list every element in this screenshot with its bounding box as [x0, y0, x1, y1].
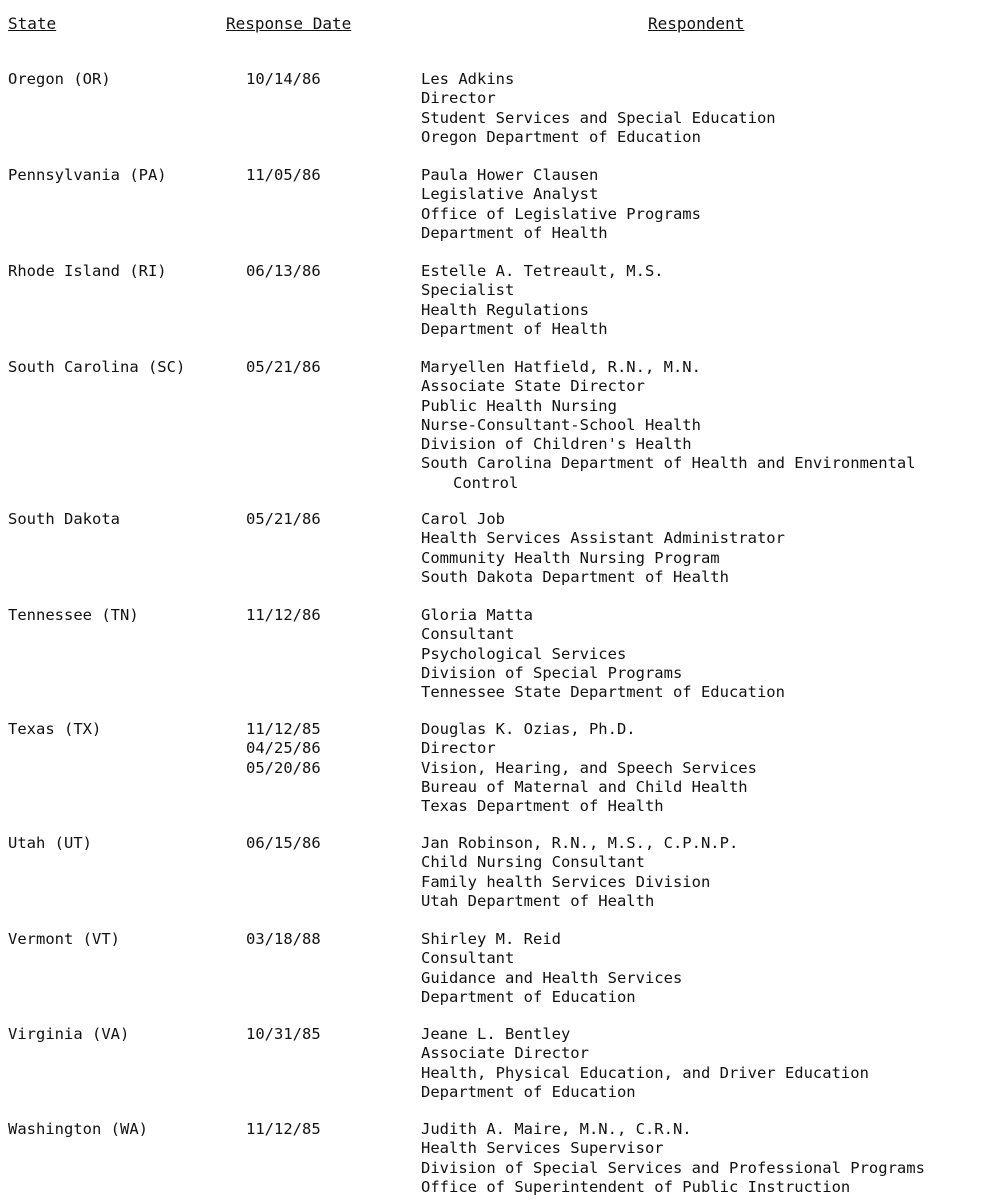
state-column-header: State	[8, 14, 57, 33]
respondent-detail: Department of Education	[421, 1082, 636, 1101]
respondent-detail: Office of Legislative Programs	[421, 204, 701, 223]
response-dates	[246, 1120, 321, 1139]
response-date: 11/12/85	[246, 1120, 321, 1138]
respondent-detail: Department of Health	[421, 319, 608, 338]
respondent-column-header: Respondent	[648, 14, 745, 33]
respondent-name: Shirley M. Reid	[421, 930, 561, 948]
response-dates	[246, 358, 321, 377]
respondent-detail: Family health Services Division	[421, 872, 711, 891]
respondent-detail: Associate State Director	[421, 377, 645, 396]
respondent-detail: Nurse-Consultant-School Health	[421, 415, 701, 434]
respondent-name: Estelle A. Tetreault, M.S.	[421, 262, 664, 280]
respondent-detail: Division of Special Programs	[421, 663, 683, 682]
respondent-name: Jeane L. Bentley	[421, 1025, 571, 1043]
response-date: 06/13/86	[246, 262, 321, 280]
respondent-info	[421, 930, 996, 1007]
response-dates	[246, 930, 321, 949]
response-date: 05/21/86	[246, 510, 321, 528]
table-header	[0, 14, 1000, 38]
response-date: 11/12/86	[246, 606, 321, 624]
state-name: Pennsylvania (PA)	[8, 166, 167, 184]
respondent-detail: Guidance and Health Services	[421, 968, 683, 987]
respondent-info	[421, 358, 996, 493]
respondent-detail: Consultant	[421, 625, 515, 644]
respondent-detail: Health Regulations	[421, 300, 589, 319]
state-name: Rhode Island (RI)	[8, 262, 167, 280]
respondent-detail: Community Health Nursing Program	[421, 548, 720, 567]
respondent-name: Gloria Matta	[421, 606, 533, 624]
respondent-name: Judith A. Maire, M.N., C.R.N.	[421, 1120, 692, 1138]
respondent-detail: Psychological Services	[421, 644, 627, 663]
respondent-info	[421, 166, 996, 243]
state-name: South Carolina (SC)	[8, 358, 186, 376]
response-dates	[246, 262, 321, 281]
response-date: 03/18/88	[246, 930, 321, 948]
response-date: 10/31/85	[246, 1025, 321, 1043]
respondent-info	[421, 1120, 996, 1197]
state-name: Oregon (OR)	[8, 70, 111, 88]
response-date-column-header: Response Date	[226, 14, 352, 33]
respondent-detail: Health Services Assistant Administrator	[421, 529, 785, 548]
respondent-detail: Legislative Analyst	[421, 185, 599, 204]
respondent-info	[421, 834, 996, 911]
response-date: 10/14/86	[246, 70, 321, 88]
respondent-detail: Public Health Nursing	[421, 396, 617, 415]
state-name: Washington (WA)	[8, 1120, 148, 1138]
respondent-detail: Specialist	[421, 281, 515, 300]
respondent-info	[421, 262, 996, 339]
respondent-detail: Control	[453, 473, 519, 492]
respondent-detail: Oregon Department of Education	[421, 127, 701, 146]
respondent-detail: Vision, Hearing, and Speech Services	[421, 758, 757, 777]
state-name: Virginia (VA)	[8, 1025, 130, 1043]
respondent-info	[421, 720, 996, 816]
respondent-detail: Consultant	[421, 949, 515, 968]
response-dates	[246, 510, 321, 529]
state-name: South Dakota	[8, 510, 120, 528]
respondent-detail: South Carolina Department of Health and Environmental	[421, 454, 916, 473]
respondent-name: Jan Robinson, R.N., M.S., C.P.N.P.	[421, 834, 739, 852]
respondent-info	[421, 510, 996, 587]
respondent-detail: Office of Superintendent of Public Instruction	[421, 1177, 851, 1196]
respondent-detail: Division of Special Services and Professional Programs	[421, 1158, 925, 1177]
respondent-detail: Department of Health	[421, 223, 608, 242]
response-date: 05/20/86	[246, 758, 321, 777]
response-dates	[246, 166, 321, 185]
respondent-name: Paula Hower Clausen	[421, 166, 599, 184]
state-name: Texas (TX)	[8, 720, 102, 738]
respondent-detail: Tennessee State Department of Education	[421, 683, 785, 702]
respondent-detail: Health Services Supervisor	[421, 1139, 664, 1158]
respondent-detail: Child Nursing Consultant	[421, 853, 645, 872]
respondent-detail: Associate Director	[421, 1044, 589, 1063]
respondent-detail: Student Services and Special Education	[421, 108, 776, 127]
respondent-detail: Department of Education	[421, 987, 636, 1006]
respondent-detail: Director	[421, 89, 496, 108]
response-dates	[246, 70, 321, 89]
state-name: Tennessee (TN)	[8, 606, 139, 624]
respondent-name: Les Adkins	[421, 70, 515, 88]
respondent-detail: Director	[421, 739, 496, 758]
state-name: Utah (UT)	[8, 834, 92, 852]
state-name: Vermont (VT)	[8, 930, 120, 948]
response-date: 06/15/86	[246, 834, 321, 852]
respondent-detail: South Dakota Department of Health	[421, 567, 729, 586]
respondent-info	[421, 70, 996, 147]
respondent-info	[421, 606, 996, 702]
response-dates	[246, 720, 321, 778]
respondent-name: Carol Job	[421, 510, 505, 528]
respondent-detail: Utah Department of Health	[421, 891, 655, 910]
respondent-name: Maryellen Hatfield, R.N., M.N.	[421, 358, 701, 376]
respondent-detail: Texas Department of Health	[421, 797, 664, 816]
response-dates	[246, 1025, 321, 1044]
response-dates	[246, 834, 321, 853]
response-dates	[246, 606, 321, 625]
respondent-detail: Bureau of Maternal and Child Health	[421, 777, 748, 796]
response-date: 11/12/85	[246, 720, 321, 738]
respondent-info	[421, 1025, 996, 1102]
response-date: 05/21/86	[246, 358, 321, 376]
response-date: 04/25/86	[246, 739, 321, 758]
respondent-detail: Division of Children's Health	[421, 435, 692, 454]
respondent-name: Douglas K. Ozias, Ph.D.	[421, 720, 636, 738]
respondent-detail: Health, Physical Education, and Driver Education	[421, 1063, 869, 1082]
response-date: 11/05/86	[246, 166, 321, 184]
